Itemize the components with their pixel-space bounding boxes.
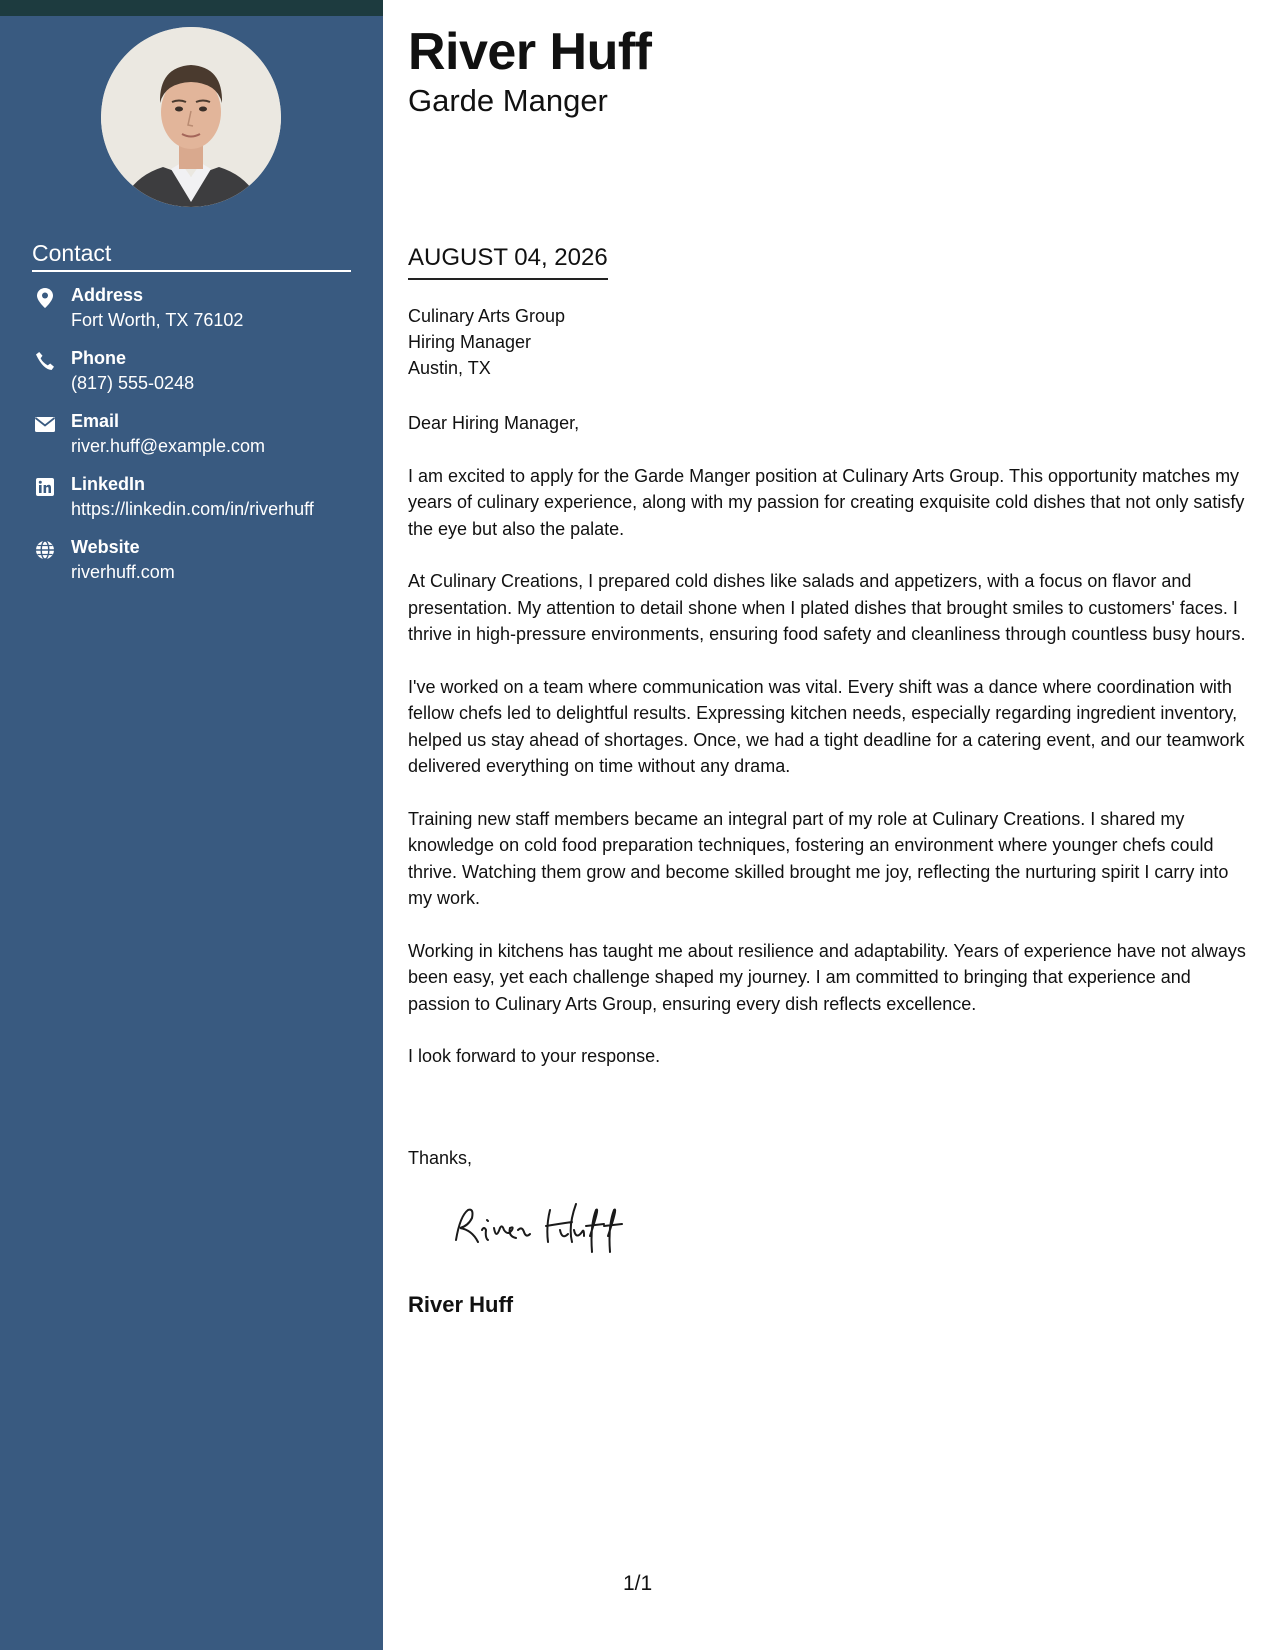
phone-value[interactable]: (817) 555-0248 — [71, 373, 195, 393]
phone-icon — [32, 350, 58, 372]
recipient-block — [408, 303, 565, 381]
page-number: 1/1 — [623, 1572, 653, 1595]
letter-paragraph: I am excited to apply for the Garde Manger position at Culinary Arts Group. This opportunity matches my years of culinary experience, along with my passion for creating exquisite cold dishes that not only satisfy the eye but also the palate. — [408, 465, 1245, 539]
sidebar-top-bar — [0, 0, 383, 16]
recipient-company: Culinary Arts Group — [408, 306, 566, 326]
contact-label: Phone — [71, 348, 127, 368]
contact-label: Address — [71, 285, 144, 305]
letter-date: AUGUST 04, 2026 — [408, 244, 608, 280]
letter-body — [408, 410, 1253, 1096]
avatar — [101, 27, 281, 207]
letter-paragraph: I've worked on a team where communication was vital. Every shift was a dance where coordination with fellow chefs led to delightful results. Expressing kitchen needs, especially regarding ingredient inventory, helped us stay ahead of shortages. Once, we had a tight deadline for a catering event, and our teamwork delivered everything on time without any drama. — [408, 676, 1245, 776]
contact-item-phone — [32, 348, 362, 411]
globe-icon — [32, 539, 58, 561]
contact-item-address — [32, 285, 362, 348]
letter-paragraph: At Culinary Creations, I prepared cold dishes like salads and appetizers, with a focus on flavor and presentation. My attention to detail shone when I plated dishes that brought smiles to customers' faces. I thrive in high-pressure environments, ensuring food safety and cleanliness through countless busy hours. — [408, 571, 1246, 644]
contact-list — [32, 285, 362, 600]
contact-item-linkedin — [32, 474, 362, 537]
recipient-role: Hiring Manager — [408, 332, 532, 352]
handwritten-signature — [450, 1196, 640, 1256]
contact-label: Email — [71, 411, 120, 431]
signer-name: River Huff — [408, 1292, 514, 1317]
linkedin-value[interactable]: https://linkedin.com/in/riverhuff — [71, 499, 314, 519]
website-value[interactable]: riverhuff.com — [71, 562, 175, 582]
linkedin-icon — [32, 476, 58, 498]
contact-label: Website — [71, 537, 140, 557]
applicant-name: River Huff — [408, 23, 652, 81]
map-pin-icon — [32, 287, 58, 309]
closing: Thanks, — [408, 1148, 473, 1168]
email-value[interactable]: river.huff@example.com — [71, 436, 266, 456]
contact-section-title: Contact — [32, 240, 351, 272]
contact-item-email — [32, 411, 362, 474]
email-icon — [32, 413, 58, 435]
letter-paragraph: Training new staff members became an integral part of my role at Culinary Creations. I shared my knowledge on cold food preparation techniques, fostering an environment where younger chefs could thrive. Watching them grow and become skilled brought me joy, reflecting the nurturing spirit I carry into my work. — [408, 808, 1229, 908]
job-title: Garde Manger — [408, 83, 608, 118]
letter-main — [408, 0, 1253, 1650]
contact-label: LinkedIn — [71, 474, 146, 494]
address-value: Fort Worth, TX 76102 — [71, 310, 244, 330]
letter-paragraph: Working in kitchens has taught me about resilience and adaptability. Years of experience have not always been easy, yet each challenge shaped my journey. I am committed to bringing that experience and passion to Culinary Arts Group, ensuring every dish reflects excellence. — [408, 940, 1246, 1014]
contact-item-website — [32, 537, 362, 600]
salutation: Dear Hiring Manager, — [408, 413, 580, 433]
sidebar — [0, 0, 383, 1650]
recipient-location: Austin, TX — [408, 358, 491, 378]
letter-paragraph: I look forward to your response. — [408, 1046, 661, 1066]
